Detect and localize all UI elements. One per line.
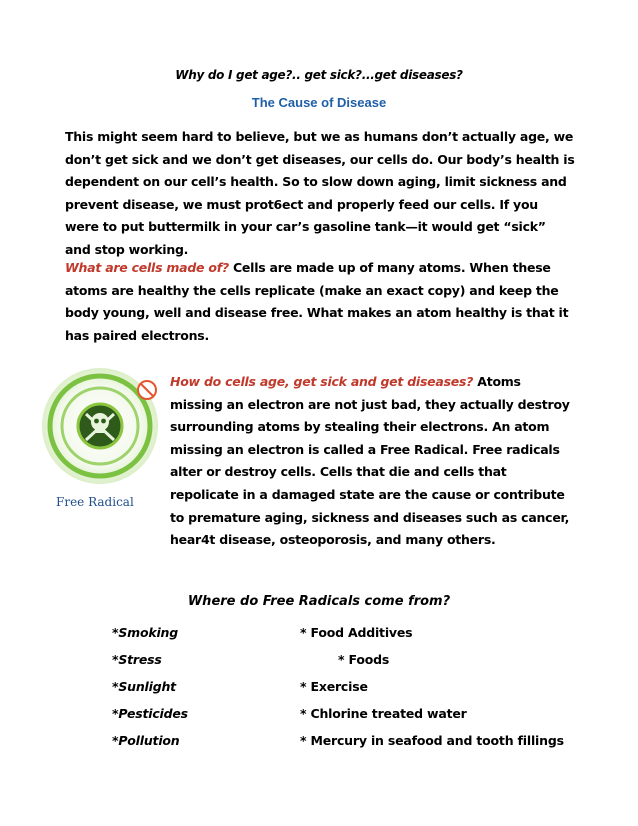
source-item-left: *Pollution (112, 733, 180, 748)
cells-question: What are cells made of? (65, 260, 229, 275)
source-item-right: * Food Additives (300, 625, 413, 640)
aging-question: How do cells age, get sick and get diseases? (170, 374, 474, 389)
cells-paragraph (65, 257, 575, 347)
figure-caption: Free Radical (56, 495, 134, 509)
sources-heading: Where do Free Radicals come from? (187, 594, 451, 609)
page-title: Why do I get age?.. get sick?...get diseases? (175, 68, 463, 82)
page-subtitle: The Cause of Disease (251, 95, 387, 110)
source-item-right: * Foods (338, 652, 390, 667)
aging-answer: Atoms missing an electron are not just bad, they actually destroy surrounding atoms by stealing their electrons. An atom missing an electron is called a Free Radical. Free radicals alter or destroy cells. Cells that die and cells that repolicate in a damaged state are the cause or contribute to premature aging, sickness and diseases such as cancer, hear4t disease, osteoporosis, and many others. (170, 374, 570, 548)
aging-paragraph (170, 371, 575, 552)
cells-answer: Cells are made up of many atoms. When these atoms are healthy the cells replicate (make an exact copy) and keep the body young, well and disease free. What makes an atom healthy is that it has paired electrons. (65, 260, 569, 343)
intro-paragraph: This might seem hard to believe, but we as humans don’t actually age, we don’t get sick and we don’t get diseases, our cells do. Our body’s health is dependent on our cell’s health. So to slow down aging, limit sickness and prevent disease, we must prot6ect and properly feed our cells. If you were to put buttermilk in your car’s gasoline tank—it would get “sick” and stop working. (65, 129, 575, 257)
source-item-right: * Mercury in seafood and tooth fillings (300, 733, 564, 748)
free-radical-illustration (40, 366, 160, 516)
source-item-right: * Chlorine treated water (300, 706, 467, 721)
missing-electron-icon (138, 381, 156, 399)
source-item-left: *Stress (112, 652, 162, 667)
source-item-right: * Exercise (300, 679, 368, 694)
source-item-left: *Sunlight (112, 679, 176, 694)
source-item-left: *Smoking (112, 625, 178, 640)
source-item-left: *Pesticides (112, 706, 188, 721)
